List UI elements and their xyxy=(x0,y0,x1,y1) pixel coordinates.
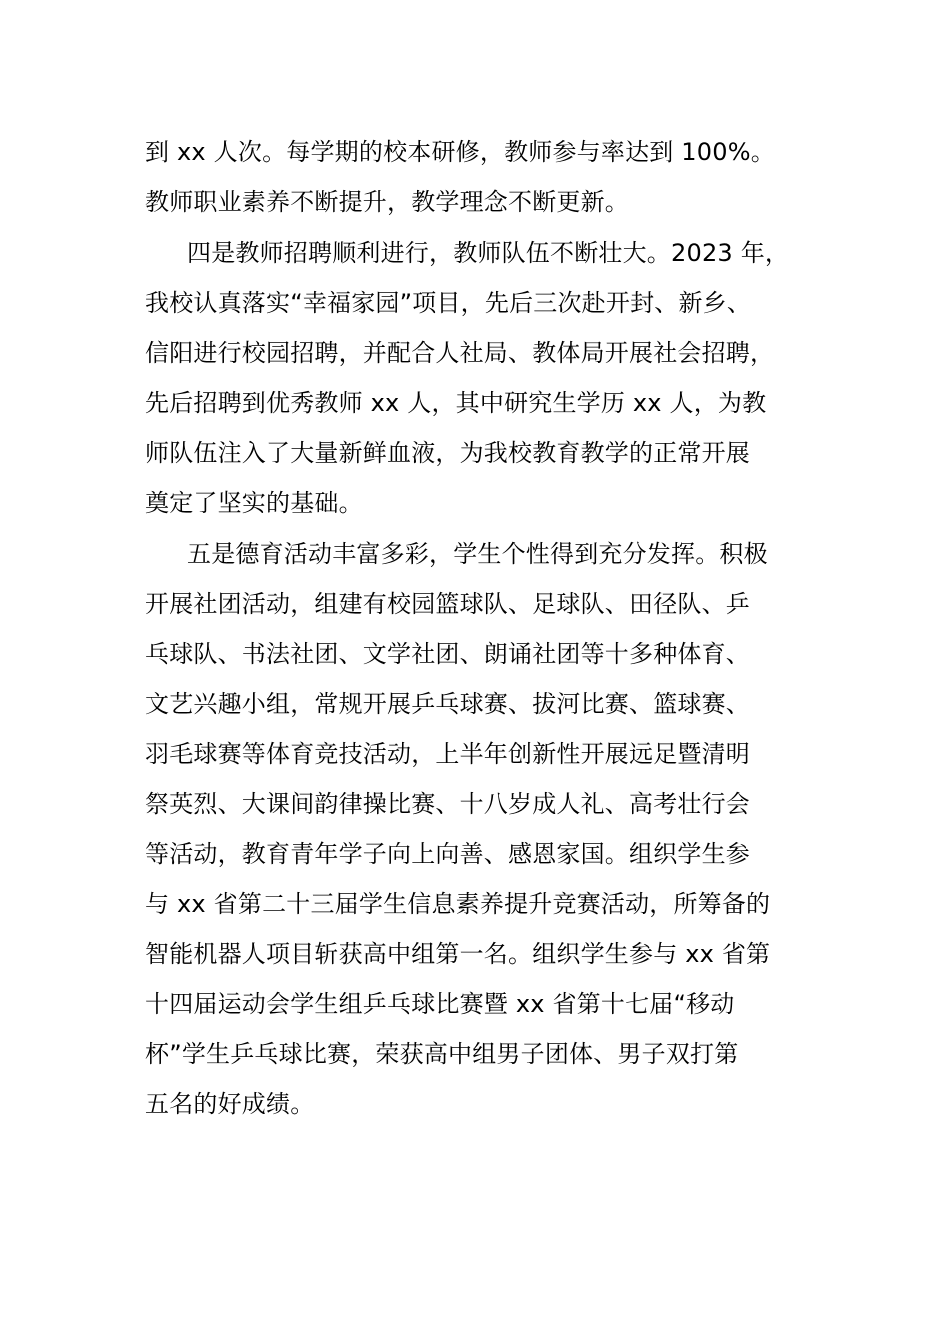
text-line: 师队伍注入了大量新鲜血液，为我校教育教学的正常开展 xyxy=(145,439,750,467)
text-line: 文艺兴趣小组，常规开展乒乓球赛、拔河比赛、篮球赛、 xyxy=(145,690,750,718)
text-line: 祭英烈、大课间韵律操比赛、十八岁成人礼、高考壮行会 xyxy=(145,790,750,818)
paragraph-start-line: 四是教师招聘顺利进行，教师队伍不断壮大。2023 年， xyxy=(187,239,790,267)
text-line: 智能机器人项目斩获高中组第一名。组织学生参与 xx 省第 xyxy=(145,940,771,968)
paragraph-start-line: 五是德育活动丰富多彩，学生个性得到充分发挥。积极 xyxy=(187,540,768,568)
text-line: 杯”学生乒乓球比赛，荣获高中组男子团体、男子双打第 xyxy=(145,1040,739,1068)
text-line: 教师职业素养不断提升，教学理念不断更新。 xyxy=(145,188,629,216)
text-line: 我校认真落实“幸福家园”项目，先后三次赴开封、新乡、 xyxy=(145,289,752,317)
text-line: 奠定了坚实的基础。 xyxy=(145,489,363,517)
text-line: 到 xx 人次。每学期的校本研修，教师参与率达到 100%。 xyxy=(145,138,775,166)
text-line: 乓球队、书法社团、文学社团、朗诵社团等十多种体育、 xyxy=(145,640,750,668)
text-line: 羽毛球赛等体育竞技活动，上半年创新性开展远足暨清明 xyxy=(145,740,750,768)
text-line: 信阳进行校园招聘，并配合人社局、教体局开展社会招聘， xyxy=(145,339,775,367)
text-line: 十四届运动会学生组乒乓球比赛暨 xx 省第十七届“移动 xyxy=(145,990,735,1018)
text-line: 与 xx 省第二十三届学生信息素养提升竞赛活动，所筹备的 xyxy=(145,890,771,918)
text-line: 等活动，教育青年学子向上向善、感恩家国。组织学生参 xyxy=(145,840,750,868)
text-line: 开展社团活动，组建有校园篮球队、足球队、田径队、乒 xyxy=(145,590,750,618)
text-line: 先后招聘到优秀教师 xx 人，其中研究生学历 xx 人，为教 xyxy=(145,389,767,417)
text-line: 五名的好成绩。 xyxy=(145,1090,315,1118)
